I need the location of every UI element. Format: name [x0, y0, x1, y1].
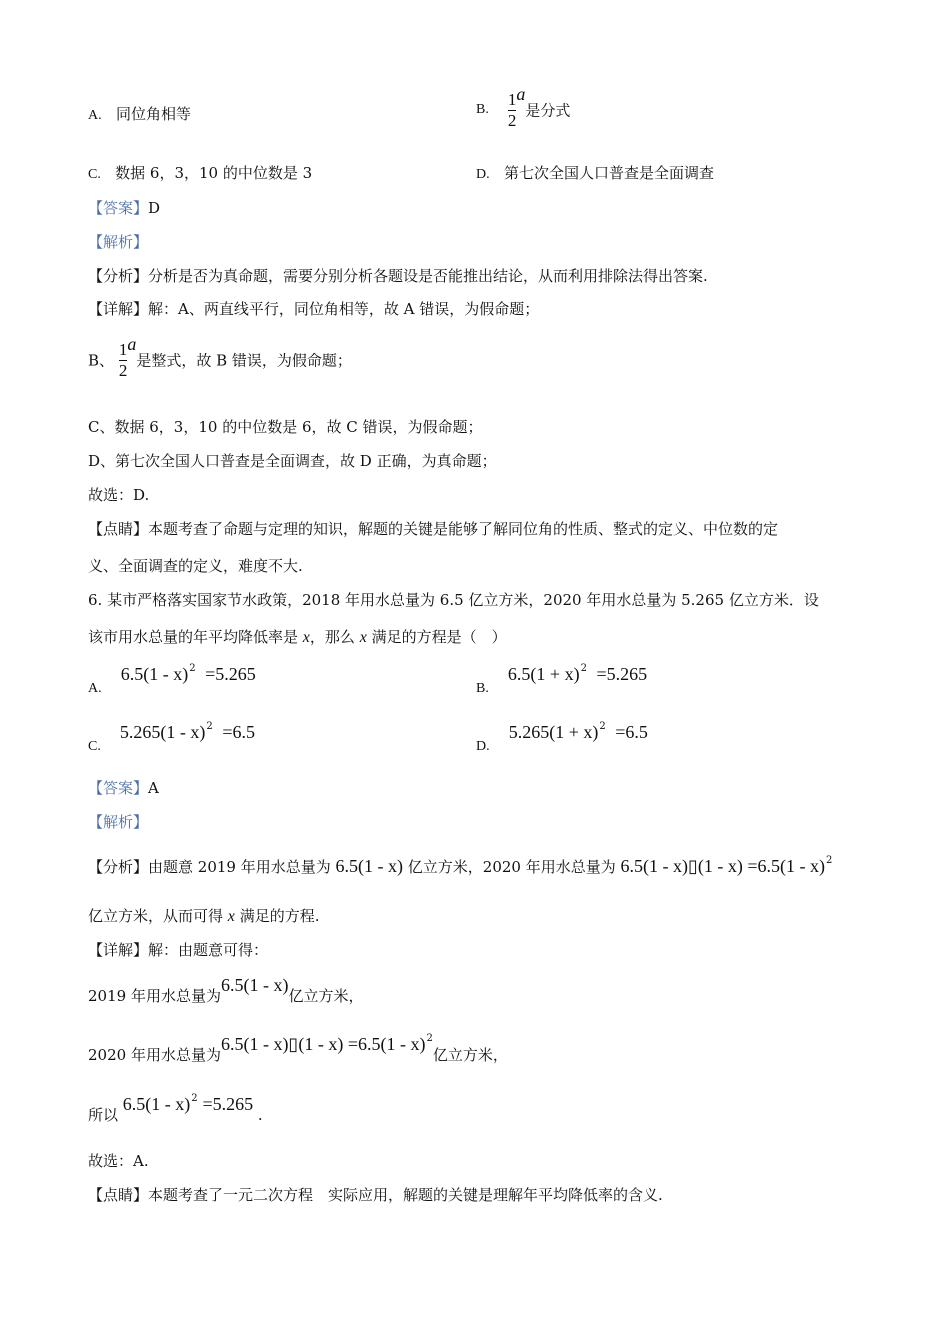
detail-text: 解：A、两直线平行，同位角相等，故 A 错误，为假命题；: [148, 300, 540, 318]
detail-b-prefix: B、: [88, 351, 115, 370]
q5-detail-b: [88, 334, 352, 380]
q5-choose: 故选：D.: [88, 486, 150, 504]
analysis-text: 分析是否为真命题，需要分别分析各题设是否能推出结论，从而利用排除法得出答案.: [148, 267, 708, 285]
analysis-math: 6.5(1 - x)▯(1 - x) =6.5(1 - x): [620, 856, 826, 876]
answer-tag: 【答案】: [88, 779, 149, 797]
q6-analysis: 【分析】由题意 2019 年用水总量为 6.5(1 - x) 亿立方米，2020 年用水总量为 6.5(1 - x)▯(1 - x) =6.5(1 - x)$^2$: [88, 855, 833, 876]
analysis-math: 6.5(1 - x): [335, 856, 403, 876]
q6-analysis-line2: 亿立方米，从而可得 x 满足的方程.: [88, 907, 320, 925]
answer-value: A: [148, 779, 159, 797]
answer-tag: 【答案】: [88, 199, 149, 217]
variable-x: x: [227, 908, 235, 925]
option-letter: A.: [88, 681, 102, 696]
q6-jiexi-tag: 【解析】: [88, 813, 149, 831]
option-letter: B.: [476, 102, 489, 117]
q6-answer: [88, 778, 159, 798]
q5-detail-d: D、第七次全国人口普查是全面调查，故 D 正确，为真命题；: [88, 452, 497, 470]
q6-option-a: A. 6.5(1 - x)$^2$ =5.265: [88, 663, 256, 696]
option-letter: D.: [476, 739, 490, 754]
option-rhs: =5.265: [205, 664, 256, 684]
analysis-tag: 【分析】: [88, 267, 149, 285]
detail-math: 6.5(1 - x)▯(1 - x) =6.5(1 - x): [220, 1034, 426, 1054]
option-rhs: =6.5: [222, 722, 255, 742]
q6-comment: [88, 1185, 663, 1205]
detail-b-text: 是整式，故 B 错误，为假命题；: [136, 351, 352, 370]
option-letter: B.: [476, 681, 489, 696]
option-letter: A.: [88, 108, 102, 123]
option-text: 数据 6，3，10 的中位数是 3: [115, 164, 313, 182]
option-math: 6.5(1 + x): [507, 664, 580, 684]
q5-option-a: [88, 104, 191, 126]
q6-option-c: C. 5.265(1 - x)$^2$ =6.5: [88, 721, 255, 754]
variable-a: a: [127, 334, 137, 354]
option-rhs: =6.5: [615, 722, 648, 742]
q5-detail-c: C、数据 6，3，10 的中位数是 6，故 C 错误，为假命题；: [88, 418, 483, 436]
variable-x: x: [359, 629, 367, 646]
q6-detail: 【详解】解：由题意可得：: [88, 941, 269, 959]
q6-stem-line2: 该市用水总量的年平均降低率是 x，那么 x 满足的方程是（ ）: [88, 628, 507, 646]
q6-stem-line1: 6. 某市严格落实国家节水政策，2018 年用水总量为 6.5 亿立方米，2020 年用水总量为 5.265 亿立方米．设: [88, 591, 819, 609]
detail-tag: 【详解】: [88, 300, 149, 318]
option-math: 5.265(1 + x): [508, 722, 599, 742]
option-rhs: =5.265: [596, 664, 648, 684]
q5-comment-line2: 义、全面调查的定义，难度不大.: [88, 557, 303, 575]
comment-text: 本题考查了命题与定理的知识，解题的关键是能够了解同位角的性质、整式的定义、中位数的定: [148, 520, 779, 538]
option-text: 是分式: [525, 101, 571, 120]
option-text: 第七次全国人口普查是全面调查: [503, 164, 714, 182]
comment-text: 本题考查了一元二次方程 实际应用，解题的关键是理解年平均降低率的含义.: [148, 1186, 663, 1204]
option-letter: D.: [476, 167, 490, 182]
answer-value: D: [148, 199, 161, 217]
q6-detail-so: 所以 6.5(1 - x)$^2$ =5.265 .: [88, 1093, 263, 1124]
detail-math: 6.5(1 - x): [122, 1094, 191, 1114]
q5-jiexi-tag: 【解析】: [88, 233, 149, 251]
comment-tag: 【点睛】: [88, 1186, 149, 1204]
q5-option-c: [88, 163, 312, 185]
analysis-tag: 【分析】: [88, 858, 149, 876]
q5-option-d: [476, 163, 714, 185]
q5-analysis: [88, 266, 708, 286]
q6-detail-2020: 2020 年用水总量为6.5(1 - x)▯(1 - x) =6.5(1 - x)$^2$亿立方米，: [88, 1033, 508, 1064]
q6-detail-2019: 2019 年用水总量为6.5(1 - x)亿立方米，: [88, 975, 364, 1005]
q6-option-b: B. $6.5(1 + x)^2 =5.265$: [476, 663, 648, 696]
detail-math: 6.5(1 - x): [220, 975, 289, 995]
comment-tag: 【点睛】: [88, 520, 149, 538]
fraction: $\frac{1}{2}$: [118, 339, 128, 380]
option-letter: C.: [88, 167, 101, 182]
q6-choose: 故选：A.: [88, 1152, 149, 1170]
option-math: 6.5(1 - x): [120, 664, 189, 684]
option-letter: C.: [88, 739, 101, 754]
q5-detail-a: [88, 299, 539, 319]
q5-option-b: [476, 84, 570, 130]
variable-a: a: [516, 84, 526, 104]
q6-option-d: D. $5.265(1 + x)^2 =6.5$: [476, 721, 648, 754]
q5-comment: [88, 519, 778, 539]
variable-x: x: [302, 629, 310, 646]
option-math: 5.265(1 - x): [119, 722, 206, 742]
fraction: $\frac{1}{2}$: [507, 89, 517, 130]
option-text: 同位角相等: [115, 105, 191, 123]
detail-tag: 【详解】: [88, 941, 149, 959]
q5-answer: [88, 198, 160, 218]
